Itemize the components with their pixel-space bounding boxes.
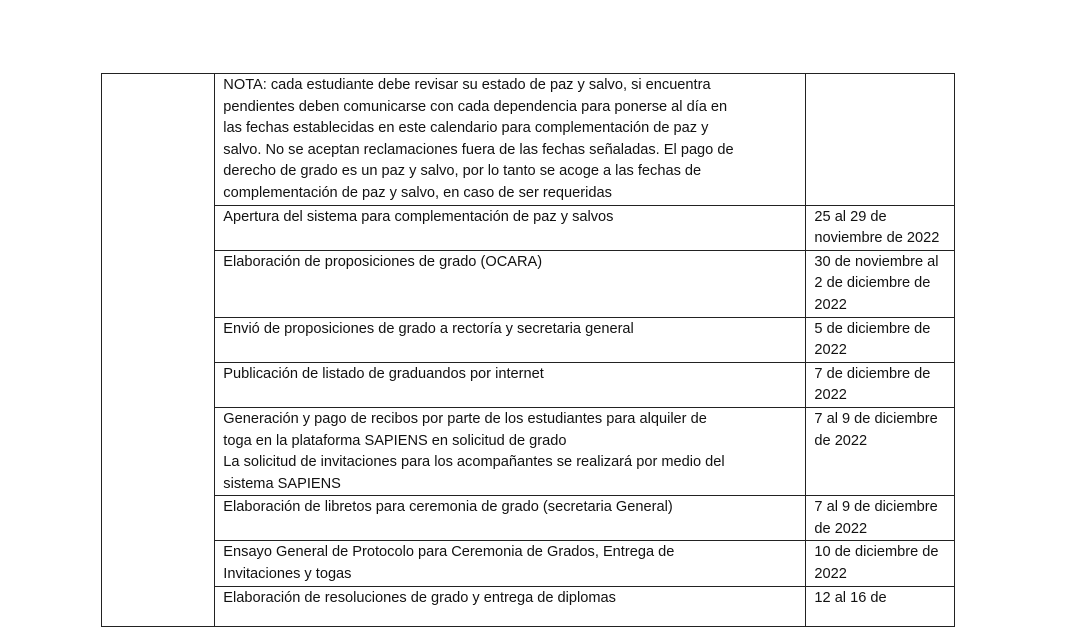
activity-line: La solicitud de invitaciones para los acompañantes se realizará por medio del	[223, 454, 725, 471]
table-row	[102, 586, 955, 626]
blank-first-column	[102, 74, 215, 627]
date-cell: 30 de noviembre al 2 de diciembre de 2022	[806, 250, 955, 317]
activity-line: Invitaciones y togas	[223, 566, 352, 583]
activity-cell	[215, 362, 806, 407]
note-line: pendientes deben comunicarse con cada dependencia para ponerse al día en	[223, 98, 728, 115]
date-cell: 12 al 16 de	[806, 586, 955, 626]
activity-cell	[215, 74, 806, 206]
date-cell: 25 al 29 de noviembre de 2022	[806, 205, 955, 250]
date-cell: 5 de diciembre de 2022	[806, 317, 955, 362]
activity-cell	[215, 407, 806, 495]
activity-line: Apertura del sistema para complementación de paz y salvos	[223, 208, 614, 225]
activity-line: toga en la plataforma SAPIENS en solicitud de grado	[223, 432, 567, 449]
table-row	[102, 317, 955, 362]
table-row	[102, 74, 955, 206]
activity-cell	[215, 586, 806, 626]
table-row	[102, 407, 955, 495]
table-row	[102, 205, 955, 250]
activity-line: Elaboración de proposiciones de grado (OCARA)	[223, 253, 543, 270]
graduation-calendar-table	[101, 73, 955, 627]
date-cell: 7 al 9 de diciembre de 2022	[806, 496, 955, 541]
date-cell	[806, 74, 955, 206]
note-line: complementación de paz y salvo, en caso de ser requeridas	[223, 184, 612, 201]
table-row	[102, 496, 955, 541]
activity-cell	[215, 205, 806, 250]
activity-cell	[215, 541, 806, 586]
note-line: NOTA: cada estudiante debe revisar su estado de paz y salvo, si encuentra	[223, 77, 711, 93]
date-cell: 10 de diciembre de 2022	[806, 541, 955, 586]
activity-line: Publicación de listado de graduandos por internet	[223, 365, 544, 382]
activity-line: sistema SAPIENS	[223, 475, 341, 492]
note-line: derecho de grado es un paz y salvo, por lo tanto se acoge a las fechas de	[223, 163, 702, 180]
date-cell: 7 de diciembre de 2022	[806, 362, 955, 407]
activity-cell	[215, 250, 806, 317]
note-line: las fechas establecidas en este calendario para complementación de paz y	[223, 120, 709, 137]
table-row	[102, 250, 955, 317]
note-line: salvo. No se aceptan reclamaciones fuera de las fechas señaladas. El pago de	[223, 141, 734, 158]
activity-cell	[215, 317, 806, 362]
activity-cell	[215, 496, 806, 541]
date-cell: 7 al 9 de diciembre de 2022	[806, 407, 955, 495]
activity-line: Elaboración de resoluciones de grado y entrega de diplomas	[223, 589, 616, 606]
activity-line: Generación y pago de recibos por parte de los estudiantes para alquiler de	[223, 410, 707, 427]
table-row	[102, 362, 955, 407]
activity-line: Envió de proposiciones de grado a rectoría y secretaria general	[223, 320, 634, 337]
table-row	[102, 541, 955, 586]
activity-line: Ensayo General de Protocolo para Ceremonia de Grados, Entrega de	[223, 544, 675, 561]
activity-line: Elaboración de libretos para ceremonia de grado (secretaria General)	[223, 499, 673, 516]
